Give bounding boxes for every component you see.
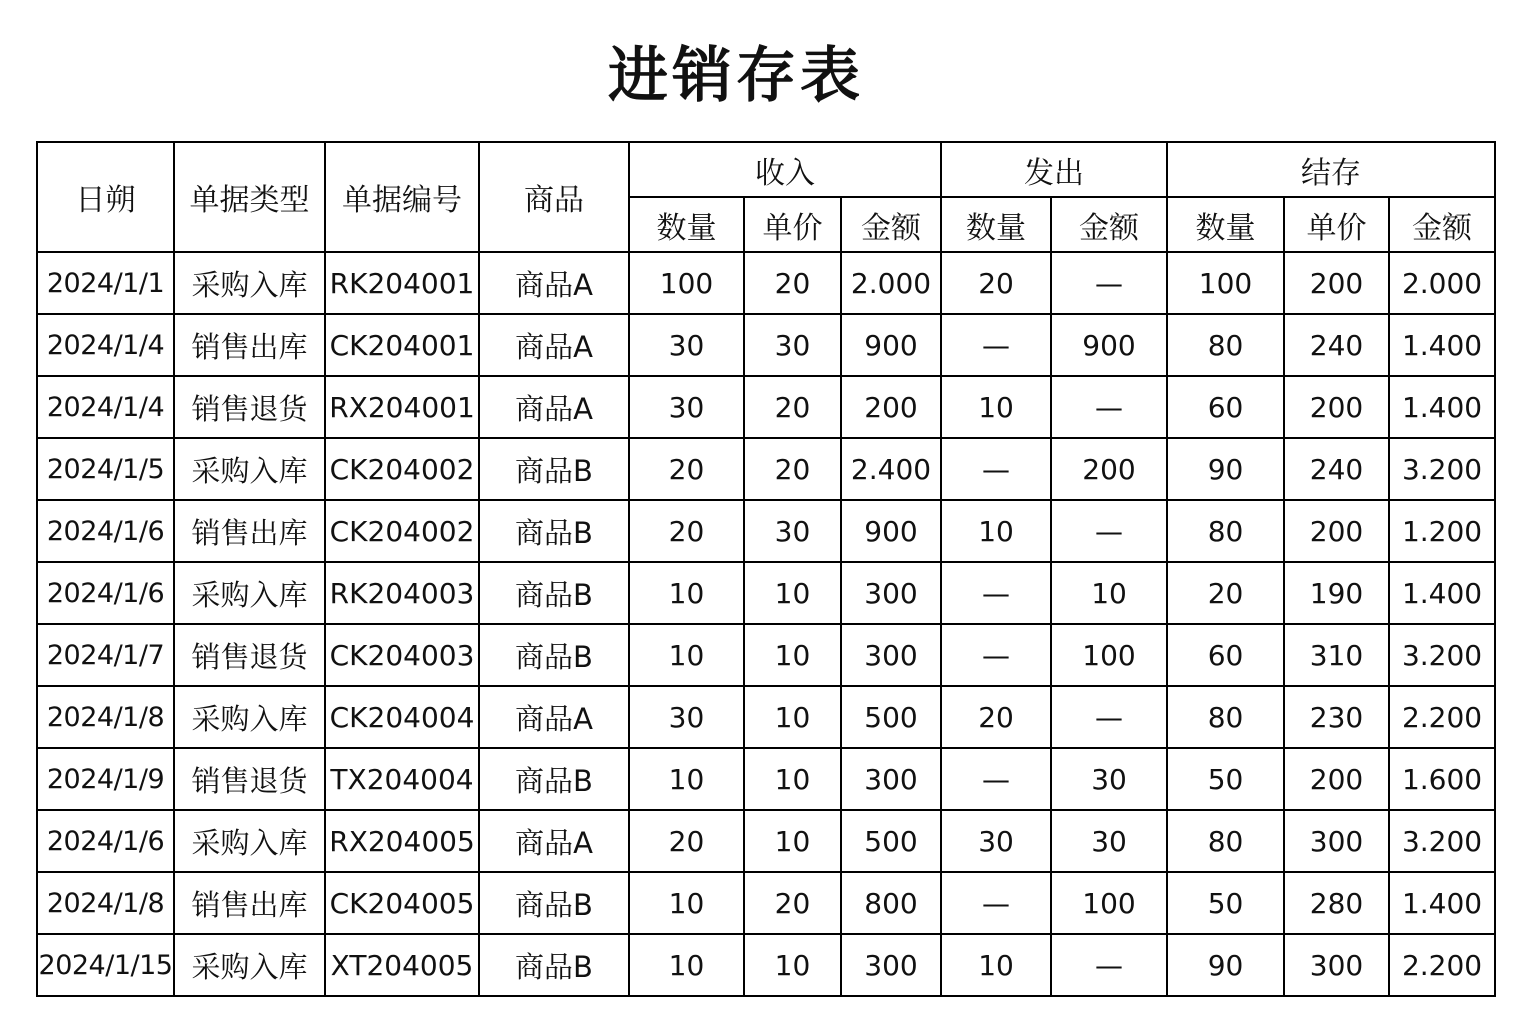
in-amount-cell: 2.400 <box>841 438 941 500</box>
out-qty-cell: — <box>941 624 1051 686</box>
stock-price-cell: 300 <box>1284 810 1389 872</box>
doc-type-cell: 销售出库 <box>174 872 325 934</box>
in-qty-cell: 10 <box>629 624 744 686</box>
doc-no-cell: CK204004 <box>325 686 479 748</box>
date-cell: 2024/1/7 <box>37 624 174 686</box>
in-price-cell: 30 <box>744 500 841 562</box>
in-amount-cell: 800 <box>841 872 941 934</box>
stock-qty-cell: 80 <box>1167 314 1284 376</box>
product-cell: 商品B <box>479 562 629 624</box>
stock-price-cell: 300 <box>1284 934 1389 996</box>
in-price-cell: 20 <box>744 438 841 500</box>
product-cell: 商品A <box>479 376 629 438</box>
in-amount-cell: 300 <box>841 624 941 686</box>
product-cell: 商品A <box>479 314 629 376</box>
in-amount-cell: 900 <box>841 314 941 376</box>
in-amount-cell: 2.000 <box>841 252 941 314</box>
in-price-cell: 20 <box>744 872 841 934</box>
in-amount-cell: 200 <box>841 376 941 438</box>
out-qty-cell: 10 <box>941 376 1051 438</box>
doc-type-cell: 销售退货 <box>174 748 325 810</box>
in-qty-cell: 20 <box>629 500 744 562</box>
in-qty-cell: 10 <box>629 562 744 624</box>
header-out-qty: 数量 <box>941 197 1051 252</box>
out-amount-cell: 10 <box>1051 562 1167 624</box>
table-row <box>37 562 1495 624</box>
stock-qty-cell: 60 <box>1167 376 1284 438</box>
stock-qty-cell: 80 <box>1167 686 1284 748</box>
product-cell: 商品B <box>479 872 629 934</box>
doc-type-cell: 销售出库 <box>174 314 325 376</box>
in-qty-cell: 30 <box>629 314 744 376</box>
doc-no-cell: CK204002 <box>325 438 479 500</box>
date-cell: 2024/1/15 <box>37 934 174 996</box>
stock-amount-cell: 3.200 <box>1389 810 1495 872</box>
table-row <box>37 624 1495 686</box>
stock-amount-cell: 2.200 <box>1389 934 1495 996</box>
in-price-cell: 10 <box>744 686 841 748</box>
stock-qty-cell: 50 <box>1167 872 1284 934</box>
header-stock-qty: 数量 <box>1167 197 1284 252</box>
in-qty-cell: 10 <box>629 934 744 996</box>
inventory-table <box>36 141 1496 997</box>
doc-type-cell: 采购入库 <box>174 810 325 872</box>
doc-no-cell: CK204005 <box>325 872 479 934</box>
date-cell: 2024/1/6 <box>37 810 174 872</box>
product-cell: 商品B <box>479 934 629 996</box>
date-cell: 2024/1/9 <box>37 748 174 810</box>
table-row <box>37 438 1495 500</box>
doc-no-cell: TX204004 <box>325 748 479 810</box>
header-stock-amount: 金额 <box>1389 197 1495 252</box>
out-qty-cell: 20 <box>941 252 1051 314</box>
out-qty-cell: — <box>941 872 1051 934</box>
in-qty-cell: 30 <box>629 376 744 438</box>
product-cell: 商品A <box>479 810 629 872</box>
in-qty-cell: 20 <box>629 810 744 872</box>
in-amount-cell: 500 <box>841 810 941 872</box>
out-qty-cell: 10 <box>941 934 1051 996</box>
out-amount-cell: — <box>1051 934 1167 996</box>
stock-qty-cell: 50 <box>1167 748 1284 810</box>
out-amount-cell: 900 <box>1051 314 1167 376</box>
in-price-cell: 10 <box>744 810 841 872</box>
stock-price-cell: 200 <box>1284 376 1389 438</box>
out-qty-cell: 30 <box>941 810 1051 872</box>
date-cell: 2024/1/8 <box>37 872 174 934</box>
stock-price-cell: 280 <box>1284 872 1389 934</box>
stock-amount-cell: 1.400 <box>1389 314 1495 376</box>
doc-no-cell: CK204001 <box>325 314 479 376</box>
doc-type-cell: 采购入库 <box>174 934 325 996</box>
in-price-cell: 10 <box>744 934 841 996</box>
in-amount-cell: 500 <box>841 686 941 748</box>
in-qty-cell: 10 <box>629 748 744 810</box>
in-qty-cell: 30 <box>629 686 744 748</box>
date-cell: 2024/1/5 <box>37 438 174 500</box>
table-row <box>37 748 1495 810</box>
doc-no-cell: RX204001 <box>325 376 479 438</box>
product-cell: 商品A <box>479 252 629 314</box>
in-price-cell: 10 <box>744 562 841 624</box>
stock-price-cell: 200 <box>1284 500 1389 562</box>
table-row <box>37 252 1495 314</box>
out-qty-cell: — <box>941 314 1051 376</box>
table-row <box>37 872 1495 934</box>
out-amount-cell: — <box>1051 252 1167 314</box>
out-amount-cell: 100 <box>1051 872 1167 934</box>
table-row <box>37 314 1495 376</box>
table-row <box>37 500 1495 562</box>
stock-price-cell: 200 <box>1284 252 1389 314</box>
stock-price-cell: 190 <box>1284 562 1389 624</box>
doc-no-cell: CK204002 <box>325 500 479 562</box>
stock-price-cell: 200 <box>1284 748 1389 810</box>
date-cell: 2024/1/4 <box>37 376 174 438</box>
product-cell: 商品B <box>479 748 629 810</box>
out-qty-cell: — <box>941 748 1051 810</box>
product-cell: 商品B <box>479 624 629 686</box>
stock-qty-cell: 60 <box>1167 624 1284 686</box>
table-body <box>37 252 1495 996</box>
doc-no-cell: RK204001 <box>325 252 479 314</box>
stock-amount-cell: 2.200 <box>1389 686 1495 748</box>
table-row <box>37 686 1495 748</box>
stock-amount-cell: 3.200 <box>1389 624 1495 686</box>
header-stock-price: 单价 <box>1284 197 1389 252</box>
stock-amount-cell: 1.600 <box>1389 748 1495 810</box>
out-amount-cell: 30 <box>1051 810 1167 872</box>
doc-no-cell: RX204005 <box>325 810 479 872</box>
stock-price-cell: 230 <box>1284 686 1389 748</box>
in-amount-cell: 300 <box>841 562 941 624</box>
in-qty-cell: 10 <box>629 872 744 934</box>
product-cell: 商品A <box>479 686 629 748</box>
in-price-cell: 20 <box>744 252 841 314</box>
header-product: 商品 <box>479 142 629 252</box>
header-doc-no: 单据编号 <box>325 142 479 252</box>
stock-price-cell: 310 <box>1284 624 1389 686</box>
stock-qty-cell: 90 <box>1167 438 1284 500</box>
stock-amount-cell: 3.200 <box>1389 438 1495 500</box>
stock-qty-cell: 80 <box>1167 810 1284 872</box>
doc-type-cell: 采购入库 <box>174 562 325 624</box>
stock-qty-cell: 20 <box>1167 562 1284 624</box>
header-group-out: 发出 <box>941 142 1167 197</box>
in-amount-cell: 300 <box>841 748 941 810</box>
header-out-amount: 金额 <box>1051 197 1167 252</box>
out-qty-cell: — <box>941 562 1051 624</box>
header-group-stock: 结存 <box>1167 142 1495 197</box>
header-doc-type: 单据类型 <box>174 142 325 252</box>
page-title: 进销存表 <box>608 41 864 111</box>
stock-amount-cell: 1.400 <box>1389 562 1495 624</box>
header-in-amount: 金额 <box>841 197 941 252</box>
in-amount-cell: 900 <box>841 500 941 562</box>
doc-no-cell: CK204003 <box>325 624 479 686</box>
product-cell: 商品B <box>479 438 629 500</box>
doc-type-cell: 采购入库 <box>174 252 325 314</box>
date-cell: 2024/1/6 <box>37 500 174 562</box>
out-amount-cell: 200 <box>1051 438 1167 500</box>
in-price-cell: 10 <box>744 748 841 810</box>
stock-qty-cell: 100 <box>1167 252 1284 314</box>
doc-type-cell: 销售退货 <box>174 376 325 438</box>
in-qty-cell: 100 <box>629 252 744 314</box>
stock-amount-cell: 1.400 <box>1389 376 1495 438</box>
header-row-primary <box>37 142 1495 197</box>
stock-amount-cell: 1.200 <box>1389 500 1495 562</box>
stock-amount-cell: 2.000 <box>1389 252 1495 314</box>
date-cell: 2024/1/6 <box>37 562 174 624</box>
header-group-in: 收入 <box>629 142 941 197</box>
date-cell: 2024/1/1 <box>37 252 174 314</box>
in-amount-cell: 300 <box>841 934 941 996</box>
doc-type-cell: 销售出库 <box>174 500 325 562</box>
out-amount-cell: 30 <box>1051 748 1167 810</box>
in-qty-cell: 20 <box>629 438 744 500</box>
out-amount-cell: — <box>1051 376 1167 438</box>
out-qty-cell: 20 <box>941 686 1051 748</box>
in-price-cell: 20 <box>744 376 841 438</box>
in-price-cell: 10 <box>744 624 841 686</box>
header-in-price: 单价 <box>744 197 841 252</box>
stock-qty-cell: 80 <box>1167 500 1284 562</box>
out-amount-cell: — <box>1051 686 1167 748</box>
in-price-cell: 30 <box>744 314 841 376</box>
stock-price-cell: 240 <box>1284 438 1389 500</box>
table-row <box>37 376 1495 438</box>
product-cell: 商品B <box>479 500 629 562</box>
header-in-qty: 数量 <box>629 197 744 252</box>
stock-qty-cell: 90 <box>1167 934 1284 996</box>
doc-type-cell: 采购入库 <box>174 686 325 748</box>
out-amount-cell: 100 <box>1051 624 1167 686</box>
date-cell: 2024/1/8 <box>37 686 174 748</box>
stock-price-cell: 240 <box>1284 314 1389 376</box>
doc-no-cell: XT204005 <box>325 934 479 996</box>
table-row <box>37 934 1495 996</box>
table-row <box>37 810 1495 872</box>
header-date: 日朔 <box>37 142 174 252</box>
out-qty-cell: 10 <box>941 500 1051 562</box>
date-cell: 2024/1/4 <box>37 314 174 376</box>
doc-no-cell: RK204003 <box>325 562 479 624</box>
doc-type-cell: 采购入库 <box>174 438 325 500</box>
stock-amount-cell: 1.400 <box>1389 872 1495 934</box>
out-amount-cell: — <box>1051 500 1167 562</box>
doc-type-cell: 销售退货 <box>174 624 325 686</box>
out-qty-cell: — <box>941 438 1051 500</box>
